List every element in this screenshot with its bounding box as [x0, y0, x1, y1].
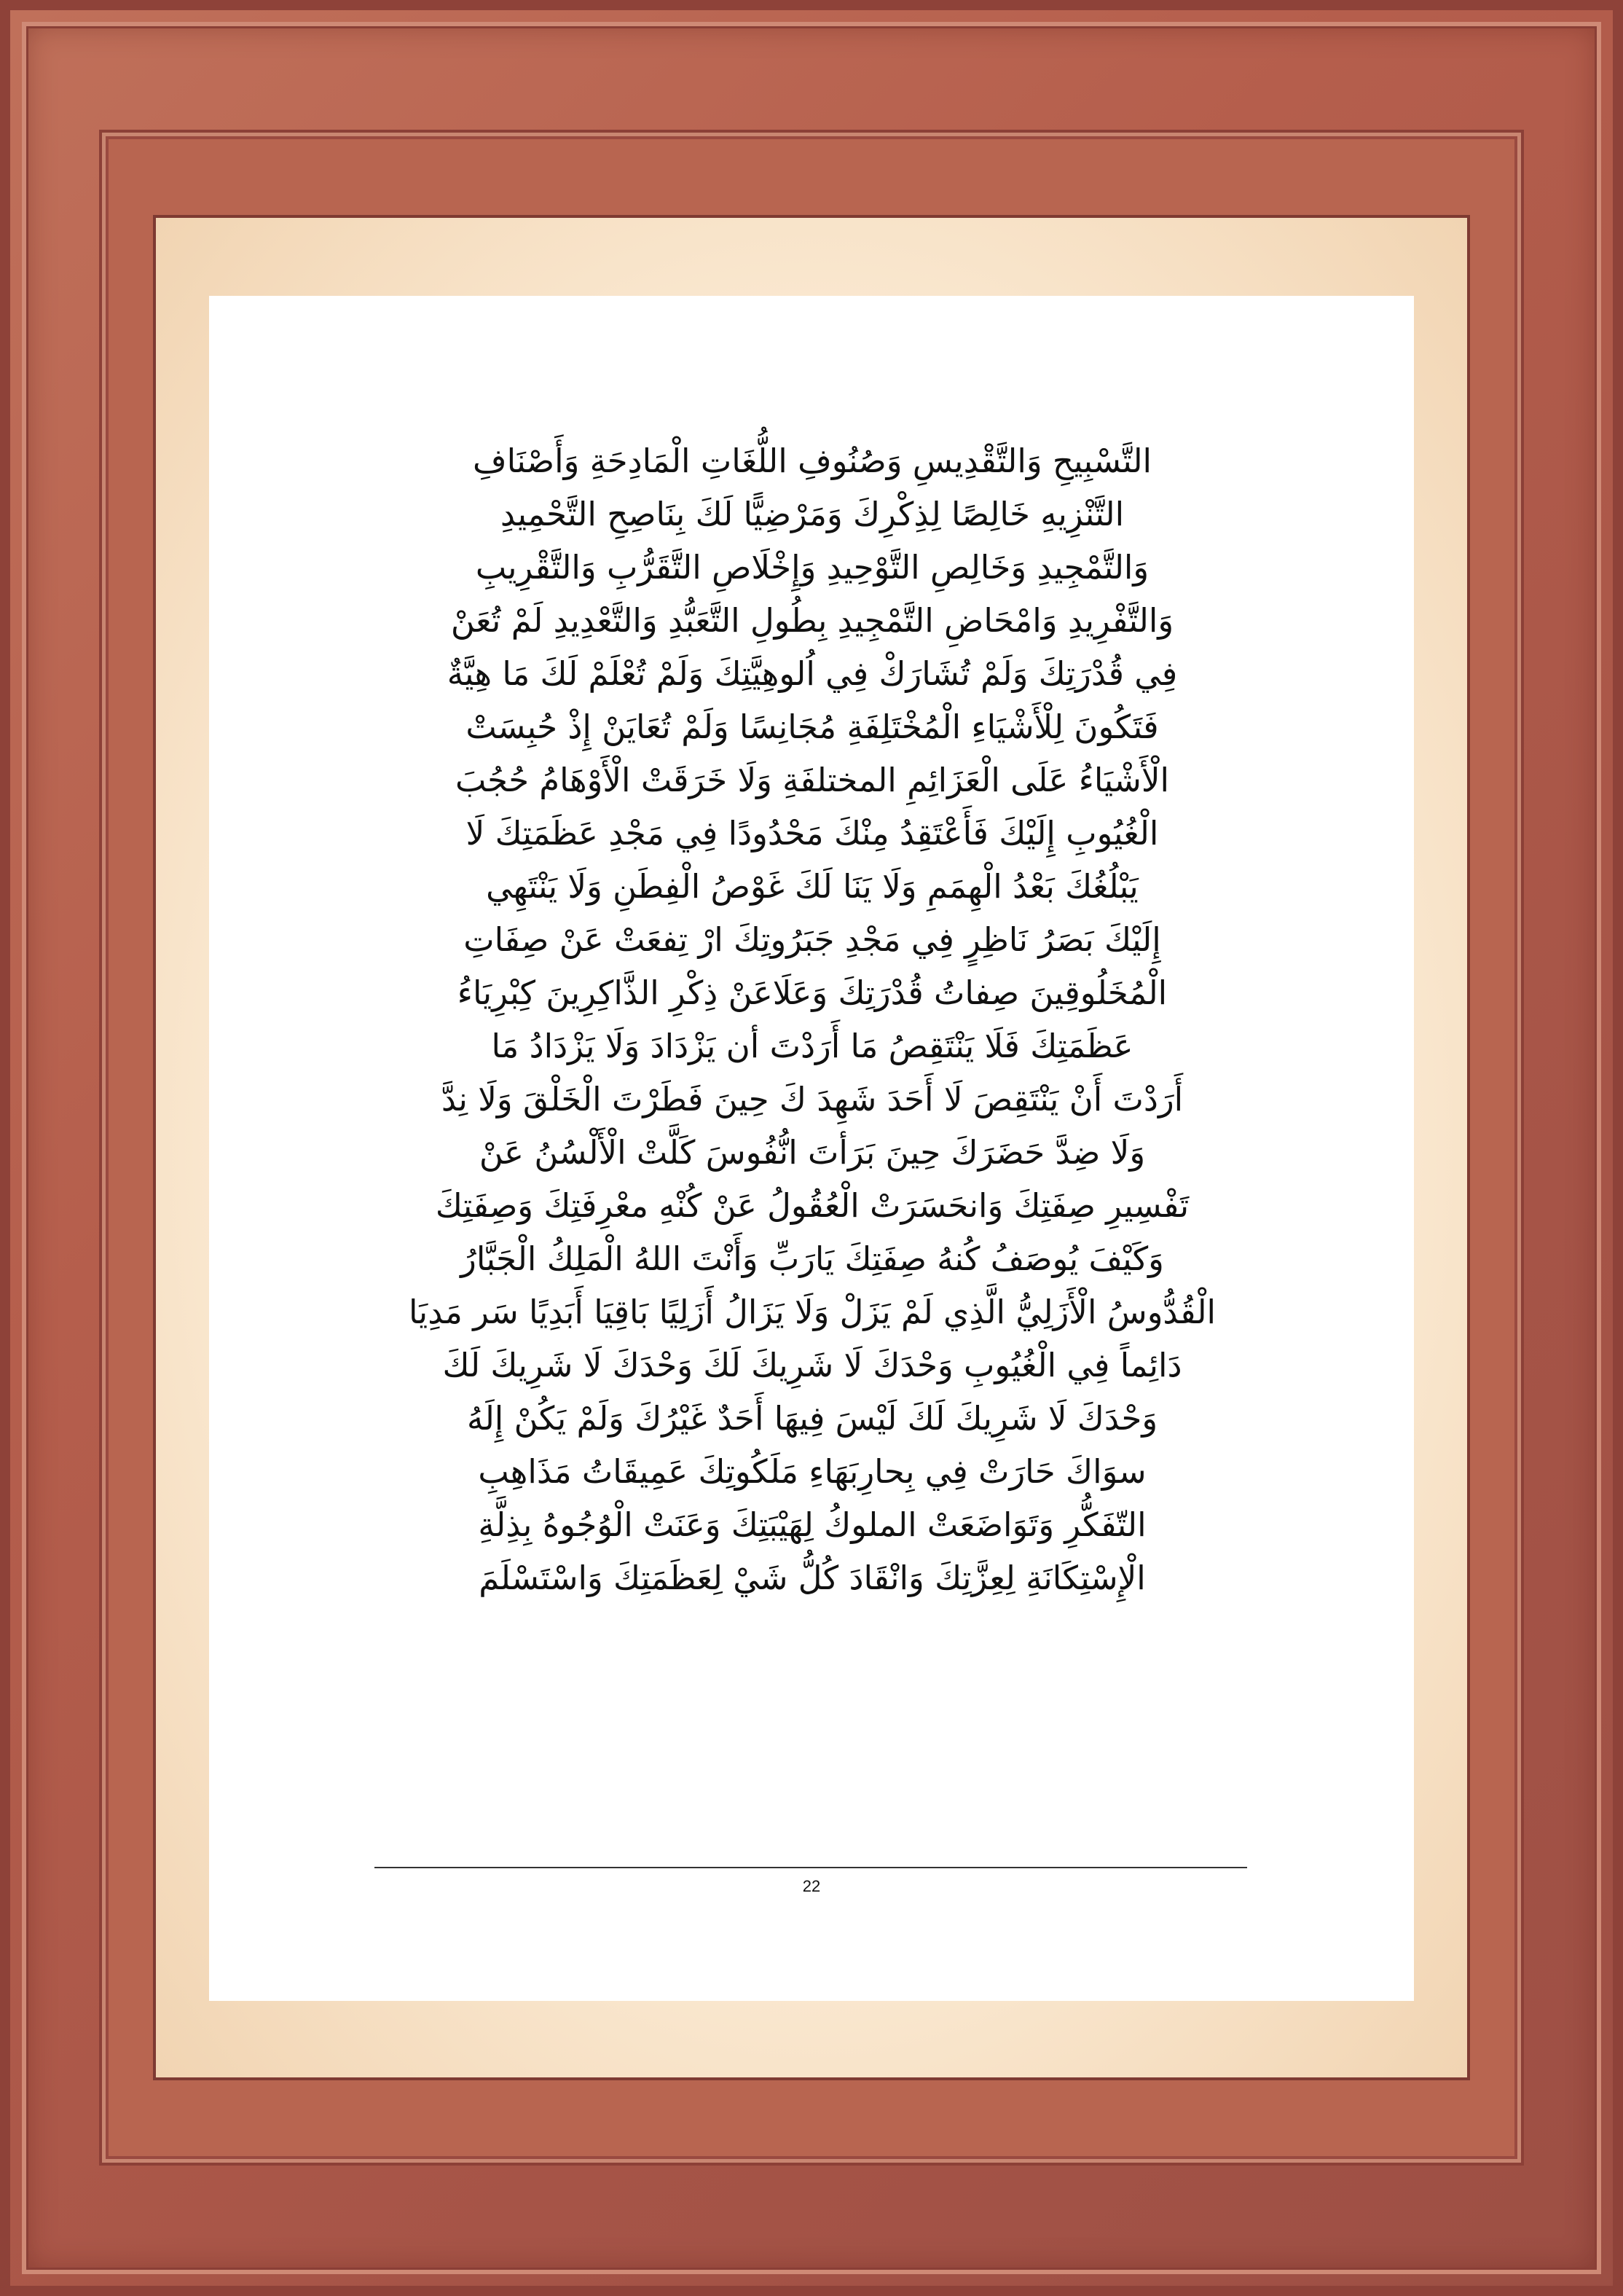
- text-line-16: وَكَيْفَ يُوصَفُ كُنهُ صِفَتِكَ يَارَبِّ وَأَنْتَ اللهُ الْمَلِكُ الْجَبَّارُ: [460, 1239, 1164, 1278]
- text-line-2: التَّنْزِيهِ خَالِصًا لِذِكْرِكَ وَمَرْضِيًّا لَكَ بِنَاصِحِ التَّحْمِيدِ: [500, 495, 1125, 533]
- text-line-11: الْمُخَلُوقِينَ صِفاتُ قُدْرَتِكَ وَعَلَاعَنْ ذِكْرِ الذَّاكِرِينَ كِبْرِيَاءُ: [457, 973, 1168, 1012]
- text-line-20: سوَاكَ حَارَتْ فِي بِحارِبَهَاءِ مَلَكُوتِكَ عَمِيقَاتُ مَذَاهِبِ: [478, 1452, 1147, 1491]
- footer-divider: [374, 1867, 1247, 1868]
- text-line-13: أَرَدْتَ أَنْ يَنْتَقِصَ لَا أَحَدَ شَهِدَ كَ حِينَ فَطَرْتَ الْخَلْقَ وَلَا نِدَّ: [441, 1080, 1184, 1118]
- text-line-8: الْغُيُوبِ إِلَيْكَ فَأَعْتَقِدُ مِنْكَ مَحْدُودًا فِي مَجْدِ عَظَمَتِكَ لَا: [465, 814, 1159, 853]
- text-line-7: الْأَشْيَاءُ عَلَى الْعَزَائِمِ المختلفَةِ وَلَا خَرَقَتْ الْأَوْهَامُ حُجُبَ: [455, 761, 1170, 799]
- text-line-18: دَائِماً فِي الْغُيُوبِ وَحْدَكَ لَا شَرِيكَ لَكَ وَحْدَكَ لَا شَرِيكَ لَكَ: [442, 1346, 1182, 1384]
- text-line-1: التَّسْبِيحِ وَالتَّقْدِيسِ وَصُنُوفِ اللُّغَاتِ الْمَادِحَةِ وَأَصْنَافِ: [472, 442, 1152, 480]
- text-line-9: يَبْلُغُكَ بَعْدُ الْهِمَمِ وَلَا يَنَا لَكَ غَوْصُ الْفِطَنِ وَلَا يَنْتَهِي: [486, 867, 1139, 906]
- text-line-4: وَالتَّفْرِيدِ وَامْحَاضِ التَّمْجِيدِ بِطُولِ التَّعَبُّدِ وَالتَّعْدِيدِ لَمْ تُعَنْ: [450, 601, 1174, 640]
- text-line-5: فِي قُدْرَتِكَ وَلَمْ تُشَارَكْ فِي اُلوهِيَّتِكَ وَلَمْ تُعْلَمْ لَكَ مَا هِيَّةٌ: [447, 654, 1178, 693]
- text-line-21: التّفَكُّرِ وَتَوَاضَعَتْ الملوكُ لِهَيْبَتِكَ وَعَنَتْ الْوُجُوهُ بِذِلَّةِ: [478, 1505, 1147, 1544]
- text-line-22: الْإِسْتِكَانَةِ لِعِزَّتِكَ وَانْقَادَ كُلُّ شَيْ لِعَظَمَتِكَ وَاسْتَسْلَمَ: [479, 1559, 1146, 1597]
- text-line-6: فَتَكُونَ لِلْأَشْيَاءِ الْمُخْتَلِفَةِ مُجَانِسًا وَلَمْ تُعَايَنْ إِذْ حُبِسَتْ: [465, 708, 1159, 746]
- text-line-10: إِلَيْكَ بَصَرُ نَاظِرٍ فِي مَجْدِ جَبَرُوتِكَ ارْ تِفعَتْ عَنْ صِفَاتِ: [463, 920, 1161, 959]
- arabic-text-block: [342, 434, 1282, 1605]
- text-line-15: تَفْسِيرِ صِفَتِكَ وَانحَسَرَتْ الْعُقُولُ عَنْ كُنْهِ معْرِفَتِكَ وَصِفَتِكَ: [435, 1186, 1190, 1225]
- page-number: 22: [802, 1877, 821, 1895]
- text-line-14: وَلَا ضِدَّ حَضَرَكَ حِينَ بَرَأتَ انُّفُوسَ كَلَّتْ الْأَلْسُنُ عَنْ: [479, 1133, 1146, 1172]
- text-line-12: عَظَمَتِكَ فَلَا يَنْتَقِصُ مَا أَرَدْتَ أن يَزْدَادَ وَلَا يَزْدَادُ مَا: [491, 1027, 1133, 1065]
- text-line-19: وَحْدَكَ لَا شَرِيكَ لَكَ لَيْسَ فِيهَا أَحَدٌ غَيْرُكَ وَلَمْ يَكُنْ إِلَهُ: [466, 1399, 1158, 1438]
- text-line-17: الْقُدُّوسُ الْأَزَلِيُّ الَّذِي لَمْ يَزَلْ وَلَا يَزَالُ أَزَلِيًا بَاقِيَا أَبَدِيًا سَر مَدِيَا: [408, 1293, 1217, 1331]
- text-line-3: وَالتَّمْجِيدِ وَخَالِصِ التَّوْحِيدِ وَإِخْلَاصِ التَّقَرُّبِ وَالتَّقْرِيبِ: [475, 548, 1150, 587]
